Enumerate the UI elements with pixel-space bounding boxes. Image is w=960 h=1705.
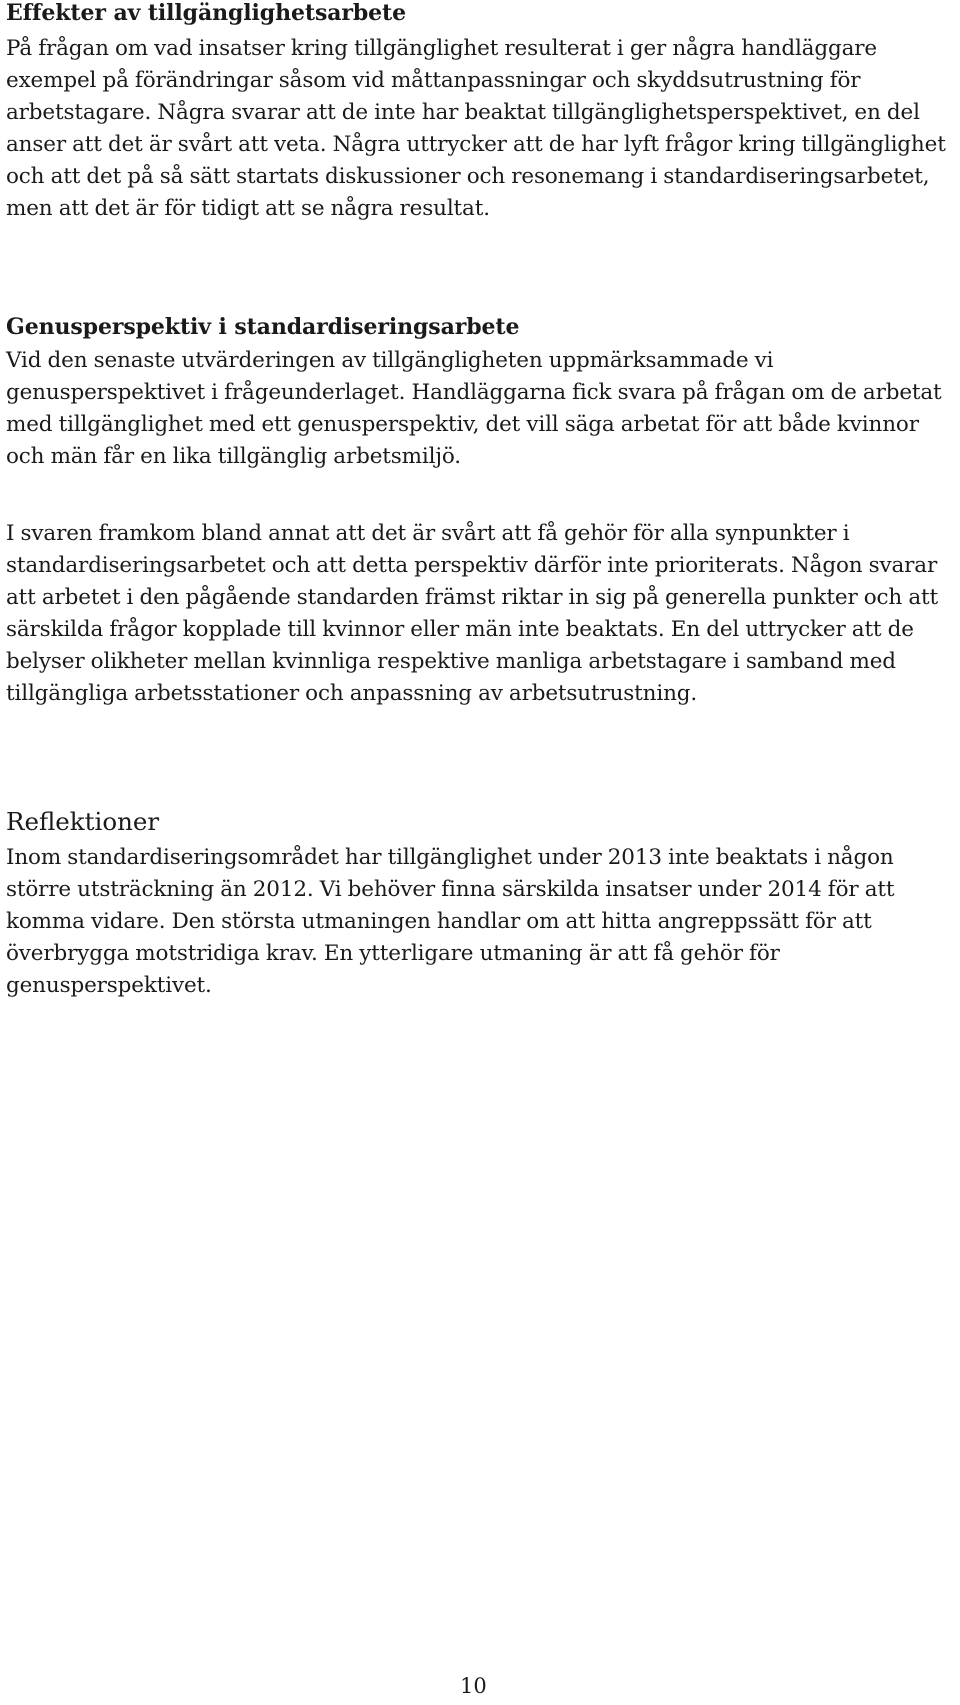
section-heading-reflektioner: Reflektioner	[6, 807, 160, 836]
section-heading-genusperspektiv: Genusperspektiv i standardiseringsarbete	[6, 314, 520, 340]
paragraph-effekter: På frågan om vad insatser kring tillgänglighet resulterat i ger några handläggare exempel på förändringar såsom vid måttanpassningar och skyddsutrustning för arbetstagare. Några svarar att de inte har beaktat tillgänglighetsperspektivet, en del anser att det är svårt att veta. Några uttrycker att de har lyft frågor kring tillgänglighet och att det på så sätt startats diskussioner och resonemang i standardiseringsarbetet, men att det är för tidigt att se några resultat.	[6, 36, 946, 221]
section-heading-effekter: Effekter av tillgänglighetsarbete	[6, 0, 407, 26]
page-number: 10	[460, 1674, 487, 1698]
paragraph-genusperspektiv-2: I svaren framkom bland annat att det är svårt att få gehör för alla synpunkter i standardiseringsarbetet och att detta perspektiv därför inte prioriterats. Någon svarar att arbetet i den pågående standarden främst riktar in sig på generella punkter och att särskilda frågor kopplade till kvinnor eller män inte beaktats. En del uttrycker att de belyser olikheter mellan kvinnliga respektive manliga arbetstagare i samband med tillgängliga arbetsstationer och anpassning av arbetsutrustning.	[6, 521, 938, 706]
paragraph-genusperspektiv-1: Vid den senaste utvärderingen av tillgängligheten uppmärksammade vi genusperspektivet i frågeunderlaget. Handläggarna fick svara på frågan om de arbetat med tillgänglighet med ett genusperspektiv, det vill säga arbetat för att både kvinnor och män får en lika tillgänglig arbetsmiljö.	[6, 348, 942, 469]
paragraph-reflektioner: Inom standardiseringsområdet har tillgänglighet under 2013 inte beaktats i någon större utsträckning än 2012. Vi behöver finna särskilda insatser under 2014 för att komma vidare. Den största utmaningen handlar om att hitta angreppssätt för att överbrygga motstridiga krav. En ytterligare utmaning är att få gehör för genusperspektivet.	[6, 845, 895, 998]
